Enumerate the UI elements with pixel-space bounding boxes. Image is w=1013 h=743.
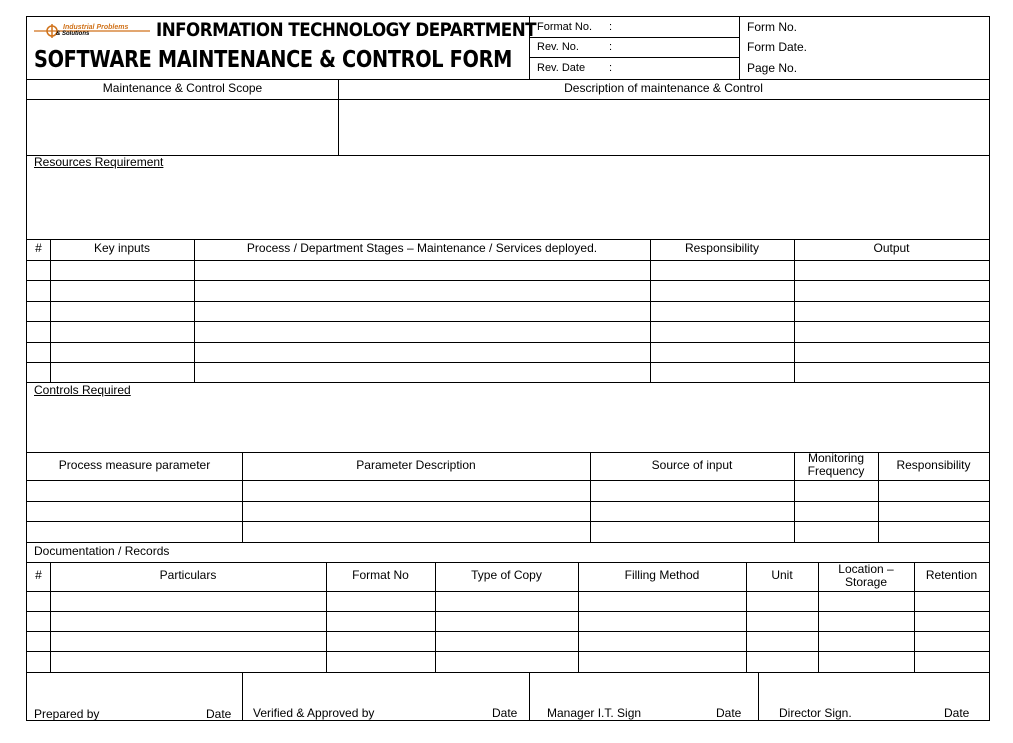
director-sign-label: Director Sign. [779, 706, 852, 720]
manager-it-date-label: Date [716, 706, 742, 720]
measure-table-body[interactable] [28, 481, 988, 542]
process-col-responsibility: Responsibility [684, 241, 760, 255]
doc-col-unit: Unit [771, 568, 793, 582]
scope-header: Maintenance & Control Scope [102, 81, 263, 95]
measure-col-source: Source of input [651, 458, 733, 472]
description-header: Description of maintenance & Control [564, 81, 763, 95]
resources-entry-area[interactable] [28, 172, 988, 238]
page-no-label: Page No. [747, 61, 798, 75]
rev-date-label: Rev. Date [537, 62, 586, 74]
manager-it-sign-label: Manager I.T. Sign [547, 706, 642, 720]
format-no-colon: : [609, 21, 613, 33]
controls-label: Controls Required [34, 383, 131, 397]
documentation-label: Documentation / Records [34, 544, 170, 558]
form-title: SOFTWARE MAINTENANCE & CONTROL FORM [34, 47, 513, 73]
resources-label: Resources Requirement [34, 155, 164, 169]
controls-entry-area[interactable] [28, 400, 988, 451]
form-no-label: Form No. [747, 20, 798, 34]
doc-col-format-no: Format No [352, 568, 409, 582]
documentation-table-body[interactable] [28, 592, 988, 672]
process-col-output: Output [873, 241, 910, 255]
doc-col-retention: Retention [925, 568, 978, 582]
description-entry-cell[interactable] [339, 100, 989, 154]
prepared-by-label: Prepared by [34, 707, 100, 721]
measure-col-parameter: Process measure parameter [58, 458, 211, 472]
verified-approved-block[interactable] [243, 673, 529, 720]
logo-text-line1: Industrial Problems [63, 24, 129, 31]
rev-date-colon: : [609, 62, 613, 74]
department-title: INFORMATION TECHNOLOGY DEPARTMENT [156, 19, 537, 41]
doc-col-filling-method: Filling Method [624, 568, 700, 582]
verified-approved-label: Verified & Approved by [253, 706, 375, 720]
prepared-by-block[interactable] [28, 673, 242, 720]
logo-text-line2: & Solutions [56, 31, 90, 37]
process-col-key-inputs: Key inputs [93, 241, 151, 255]
measure-col-responsibility: Responsibility [896, 458, 971, 472]
scope-entry-cell[interactable] [28, 100, 337, 154]
manager-it-sign-block[interactable] [530, 673, 758, 720]
rev-no-colon: : [609, 41, 613, 53]
process-col-number: # [35, 241, 42, 255]
process-table-body[interactable] [28, 261, 988, 382]
rev-no-label: Rev. No. [537, 41, 579, 53]
form-date-label: Form Date. [747, 40, 808, 54]
header-block [27, 17, 537, 79]
measure-col-description: Parameter Description [356, 458, 476, 472]
doc-col-particulars: Particulars [159, 568, 217, 582]
form-sheet [26, 16, 990, 721]
doc-col-location-storage: Location – Storage [838, 562, 894, 589]
verified-approved-date-label: Date [492, 706, 518, 720]
director-sign-block[interactable] [759, 673, 989, 720]
format-no-label: Format No. [537, 21, 593, 33]
doc-col-type-of-copy: Type of Copy [471, 568, 542, 582]
measure-col-frequency: Monitoring Frequency [807, 451, 865, 478]
doc-col-number: # [35, 568, 42, 582]
process-col-stages: Process / Department Stages – Maintenance / Services deployed. [246, 241, 598, 255]
director-date-label: Date [944, 706, 970, 720]
prepared-by-date-label: Date [206, 707, 232, 721]
